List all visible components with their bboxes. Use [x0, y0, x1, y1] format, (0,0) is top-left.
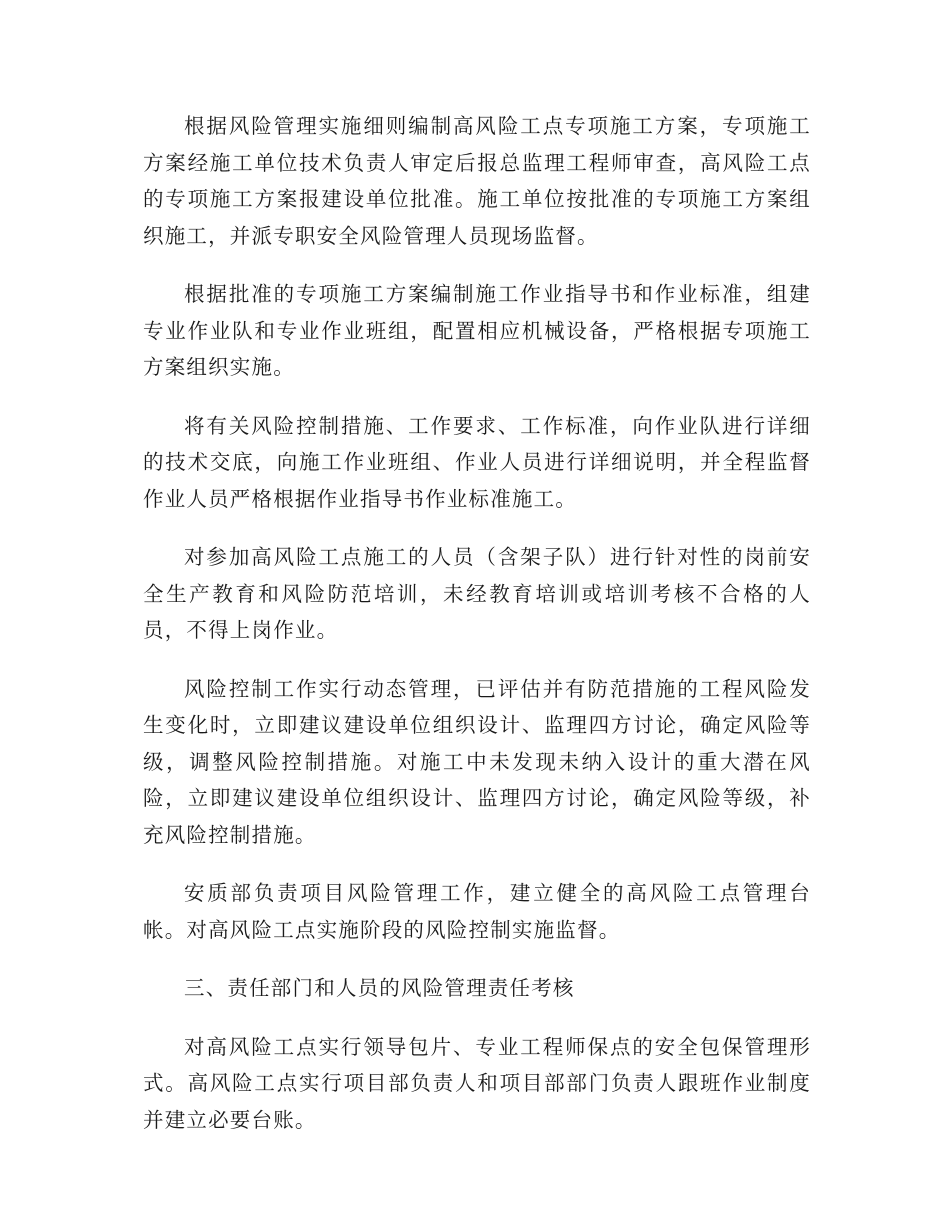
paragraph-1: 根据风险管理实施细则编制高风险工点专项施工方案，专项施工方案经施工单位技术负责人审定后报总监理工程师审查，高风险工点的专项施工方案报建设单位批准。施工单位按批准的专项施工方案组织施工，并派专职安全风险管理人员现场监督。 [143, 114, 811, 248]
paragraph-7: 对高风险工点实行领导包片、专业工程师保点的安全包保管理形式。高风险工点实行项目部负责人和项目部部门负责人跟班作业制度并建立必要台账。 [143, 1034, 811, 1132]
paragraph-3: 将有关风险控制措施、工作要求、工作标准，向作业队进行详细的技术交底，向施工作业班组、作业人员进行详细说明，并全程监督作业人员严格根据作业指导书作业标准施工。 [143, 413, 811, 511]
paragraph-6: 安质部负责项目风险管理工作，建立健全的高风险工点管理台帐。对高风险工点实施阶段的风险控制实施监督。 [143, 881, 811, 942]
paragraph-2: 根据批准的专项施工方案编制施工作业指导书和作业标准，组建专业作业队和专业作业班组，配置相应机械设备，严格根据专项施工方案组织实施。 [143, 282, 811, 379]
document-body [143, 108, 811, 1160]
paragraph-5: 风险控制工作实行动态管理，已评估并有防范措施的工程风险发生变化时，立即建议建设单位组织设计、监理四方讨论，确定风险等级，调整风险控制措施。对施工中未发现未纳入设计的重大潜在风险，立即建议建设单位组织设计、监理四方讨论，确定风险等级，补充风险控制措施。 [143, 676, 811, 847]
section-heading: 三、责任部门和人员的风险管理责任考核 [184, 976, 575, 1000]
paragraph-4: 对参加高风险工点施工的人员（含架子队）进行针对性的岗前安全生产教育和风险防范培训，未经教育培训或培训考核不合格的人员，不得上岗作业。 [143, 545, 811, 642]
